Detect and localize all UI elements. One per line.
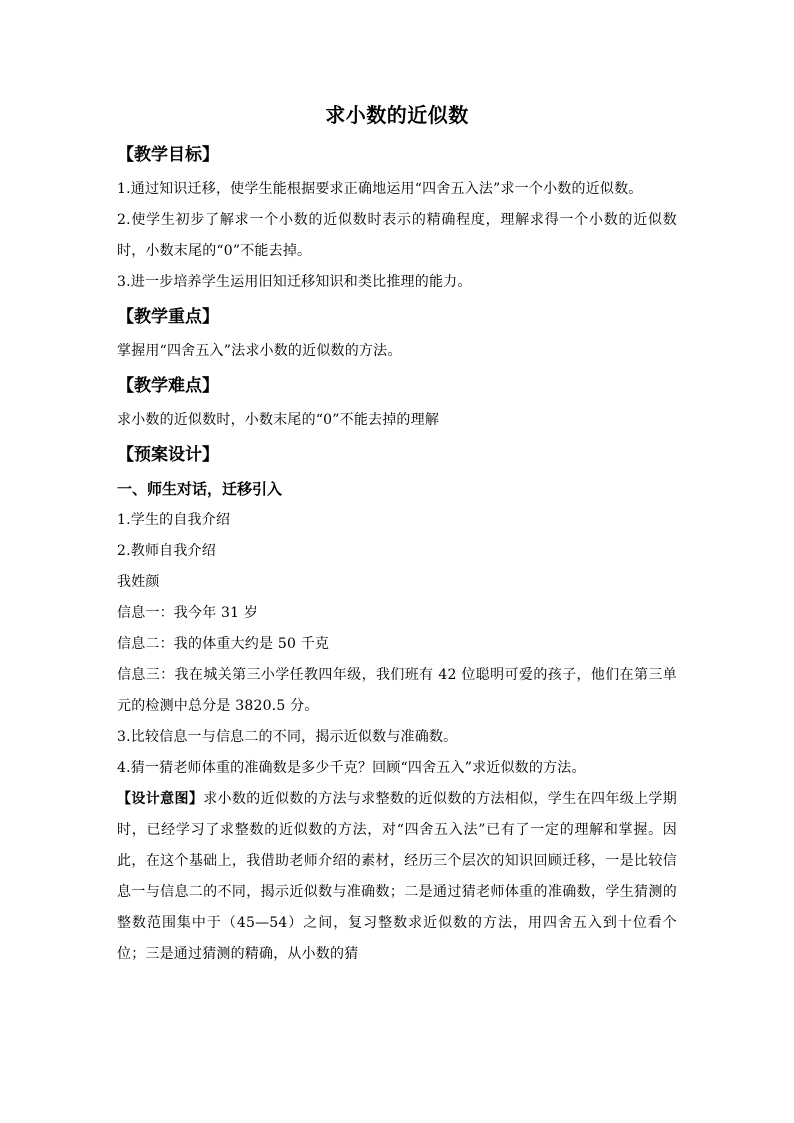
design-line-3: 我姓颜 <box>117 574 160 590</box>
document-title: 求小数的近似数 <box>325 103 469 127</box>
design-intent-paragraph <box>117 784 677 970</box>
section-heading-difficulties: 【教学难点】 <box>117 376 219 396</box>
design-line-2: 2.教师自我介绍 <box>117 543 216 559</box>
info-three-text: 信息三：我在城关第三小学任教四年级，我们班有 42 位聪明可爱的孩子，他们在第三单元的检测中总分是 3820.5 分。 <box>117 667 677 714</box>
design-line-5: 信息二：我的体重大约是 50 千克 <box>117 636 330 652</box>
section-heading-goals: 【教学目标】 <box>117 145 219 165</box>
section-heading-key-points: 【教学重点】 <box>117 307 219 327</box>
difficulties-text: 求小数的近似数时，小数末尾的“0”不能去掉的理解 <box>117 412 440 428</box>
design-intent-tag: 【设计意图】 <box>117 791 204 807</box>
design-line-4: 信息一：我今年 31 岁 <box>117 605 259 621</box>
step-3-text: 3.比较信息一与信息二的不同，揭示近似数与准确数。 <box>117 729 458 745</box>
design-line-1: 1.学生的自我介绍 <box>117 512 231 528</box>
part1-heading: 一、师生对话，迁移引入 <box>117 480 283 498</box>
goal-item-3: 3.进一步培养学生运用旧知迁移知识和类比推理的能力。 <box>117 274 472 290</box>
section-heading-design: 【预案设计】 <box>117 445 219 465</box>
step-4-text: 4.猜一猜老师体重的准确数是多少千克？回顾“四舍五入”求近似数的方法。 <box>117 760 586 776</box>
document-page <box>117 100 677 970</box>
goal-item-1: 1.通过知识迁移，使学生能根据要求正确地运用“四舍五入法”求一个小数的近似数。 <box>117 181 643 197</box>
key-points-text: 掌握用“四舍五入”法求小数的近似数的方法。 <box>117 343 402 359</box>
goal-item-2: 2.使学生初步了解求一个小数的近似数时表示的精确程度，理解求得一个小数的近似数时，小数末尾的“0”不能去掉。 <box>117 212 677 259</box>
design-intent-text: 求小数的近似数的方法与求整数的近似数的方法相似，学生在四年级上学期时，已经学习了求整数的近似数的方法，对“四舍五入法”已有了一定的理解和掌握。因此，在这个基础上，我借助老师介绍的素材，经历三个层次的知识回顾迁移，一是比较信息一与信息二的不同，揭示近似数与准确数；二是通过猜老师体重的准确数，学生猜测的整数范围集中于（45—54）之间，复习整数求近似数的方法，用四舍五入到十位看个位；三是通过猜测的精确，从小数的猜 <box>117 791 677 962</box>
